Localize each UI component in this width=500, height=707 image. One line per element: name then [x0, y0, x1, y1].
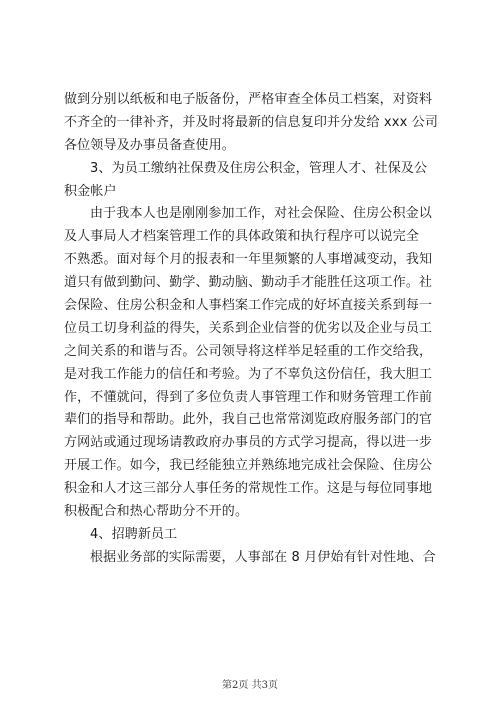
text-line: 不熟悉。面对每个月的报表和一年里频繁的人事增减变动，我知 [64, 252, 433, 268]
text-line: 作，不懂就问，得到了多位负责人事管理工作和财务管理工作前 [64, 389, 433, 405]
text-line: 积金和人才这三部分人事任务的常规性工作。这是与每位同事地 [64, 481, 433, 497]
text-line: 位员工切身利益的得失，关系到企业信誉的优劣以及企业与员工 [64, 320, 433, 336]
text-line: 会保险、住房公积金和人事档案工作完成的好坏直接关系到每一 [64, 298, 433, 314]
text-line: 积极配合和热心帮助分不开的。 [64, 504, 249, 520]
page-footer: 第2页 共3页 [222, 680, 278, 691]
section-heading-3: 3、为员工缴纳社保费及住房公积金，管理人才、社保及公 [90, 160, 428, 176]
text-line: 方网站或通过现场请教政府办事员的方式学习提高，得以进一步 [64, 435, 433, 451]
text-line: 做到分别以纸板和电子版备份，严格审查全体员工档案，对资料 [64, 92, 433, 107]
text-line: 及人事局人才档案管理工作的具体政策和执行程序可以说完全 [64, 229, 420, 245]
section-heading-3-continued: 积金帐户 [64, 183, 117, 199]
text-line: 辈们的指导和帮助。此外，我自己也常常浏览政府服务部门的官 [64, 412, 433, 428]
text-line: 是对我工作能力的信任和考验。为了不辜负这份信任，我大胆工 [64, 366, 433, 382]
text-line: 开展工作。如今，我已经能独立并熟练地完成社会保险、住房公 [64, 458, 433, 474]
section-heading-4: 4、招聘新员工 [90, 526, 178, 542]
text-line: 之间关系的和谐与否。公司领导将这样举足轻重的工作交给我， [64, 343, 433, 359]
text-line: 由于我本人也是刚刚参加工作，对社会保险、住房公积金以 [90, 206, 432, 222]
text-line: 根据业务部的实际需要，人事部在 8 月伊始有针对性地、合 [90, 549, 436, 565]
document-body [64, 89, 442, 570]
text-line: 不齐全的一律补齐，并及时将最新的信息复印并分发给 xxx 公司 [64, 114, 438, 130]
text-line: 各位领导及办事员备查使用。 [64, 137, 235, 153]
text-line: 道只有做到勤问、勤学、勤动脑、勤动手才能胜任这项工作。社 [64, 275, 433, 291]
